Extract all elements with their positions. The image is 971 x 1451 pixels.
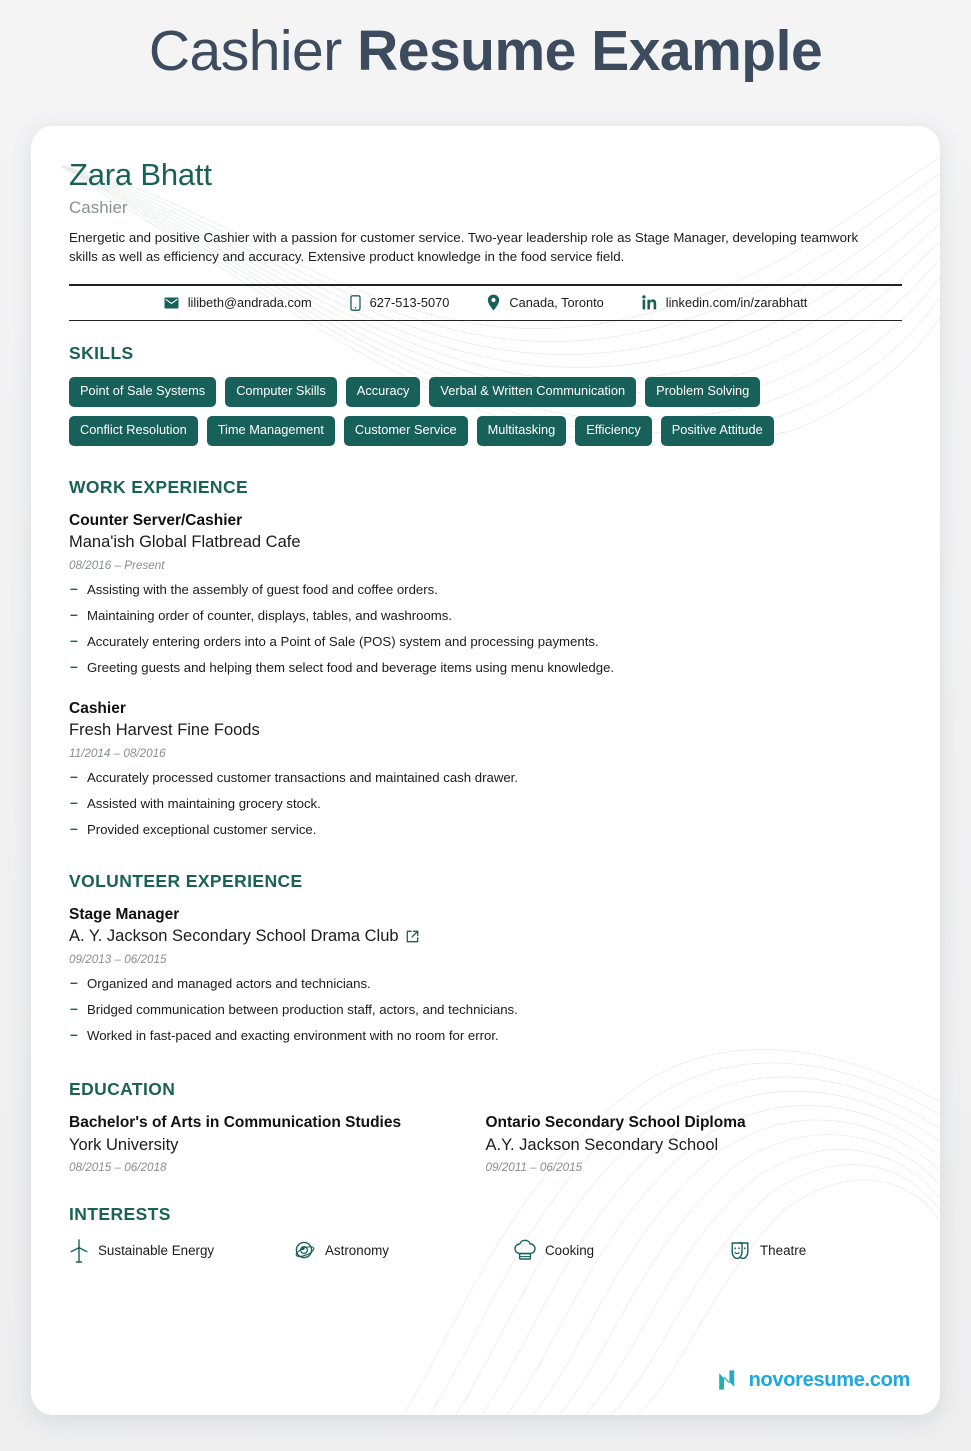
bullet-item: – Maintaining order of counter, displays, tables, and washrooms.	[69, 607, 902, 624]
contact-item-location[interactable]	[487, 294, 603, 311]
contact-item-linkedin[interactable]	[642, 295, 808, 310]
bullet-item: – Bridged communication between production staff, actors, and technicians.	[69, 1001, 902, 1018]
skill-pill: Efficiency	[575, 416, 652, 446]
education-degree: Bachelor's of Arts in Communication Studies	[69, 1113, 402, 1131]
astronomy-planet-icon	[294, 1240, 316, 1262]
work-entry-bullets	[69, 581, 902, 676]
section-heading-skills: SKILLS	[69, 343, 134, 364]
work-entry	[69, 698, 902, 838]
skill-pill: Customer Service	[344, 416, 468, 446]
novoresume-logo[interactable]	[717, 1367, 910, 1393]
bullet-item: – Greeting guests and helping them select food and beverage items using menu knowledge.	[69, 659, 902, 676]
volunteer-entry	[69, 904, 902, 1044]
skill-pill: Problem Solving	[645, 377, 760, 407]
interest-label: Sustainable Energy	[98, 1243, 215, 1259]
education-grid	[69, 1112, 902, 1174]
interests-row	[69, 1239, 902, 1263]
volunteer-entry-bullets	[69, 975, 902, 1044]
skill-pill: Verbal & Written Communication	[429, 377, 636, 407]
skill-pill: Accuracy	[346, 377, 421, 407]
work-entry-date: 11/2014 – 08/2016	[69, 746, 166, 760]
interest-label: Astronomy	[325, 1243, 389, 1259]
novoresume-n-mark-icon	[717, 1367, 743, 1393]
location-pin-icon	[487, 294, 500, 311]
interest-label: Theatre	[760, 1243, 807, 1259]
resume-content	[31, 126, 940, 1263]
page-title-light: Cashier	[148, 19, 342, 83]
education-degree: Ontario Secondary School Diploma	[485, 1113, 746, 1131]
candidate-job-title: Cashier	[69, 198, 128, 217]
education-entry	[486, 1112, 903, 1174]
section-skills	[69, 321, 902, 446]
education-school: York University	[69, 1135, 179, 1154]
external-link-icon[interactable]	[406, 930, 419, 943]
bullet-item: – Provided exceptional customer service.	[69, 821, 902, 838]
interest-label: Cooking	[545, 1243, 595, 1259]
skill-pill: Computer Skills	[225, 377, 337, 407]
interest-item-theatre	[729, 1239, 806, 1263]
novoresume-logo-text: novoresume.com	[748, 1368, 910, 1391]
volunteer-entry-role: Stage Manager	[69, 905, 180, 923]
work-entry-role: Cashier	[69, 699, 126, 717]
page-title-bold: Resume Example	[357, 19, 823, 83]
interest-item-astronomy	[294, 1239, 514, 1263]
contact-bar	[69, 286, 902, 320]
work-entry	[69, 510, 902, 676]
chef-hat-icon	[514, 1239, 536, 1262]
page-title	[0, 0, 971, 84]
skill-pill: Time Management	[207, 416, 335, 446]
section-heading-work-experience: WORK EXPERIENCE	[69, 476, 249, 497]
work-entry-organization	[69, 531, 902, 554]
education-date: 08/2015 – 06/2018	[69, 1160, 167, 1174]
volunteer-entry-date: 09/2013 – 06/2015	[69, 952, 167, 966]
skills-pill-container	[69, 377, 902, 446]
skill-pill: Point of Sale Systems	[69, 377, 216, 407]
contact-item-email[interactable]	[164, 295, 312, 310]
contact-location-value: Canada, Toronto	[509, 295, 604, 311]
skill-pill: Multitasking	[477, 416, 567, 446]
volunteer-entry-organization	[69, 925, 902, 948]
work-entry-role: Counter Server/Cashier	[69, 511, 243, 529]
section-heading-interests: INTERESTS	[69, 1203, 171, 1224]
work-entry-organization-label: Fresh Harvest Fine Foods	[69, 720, 260, 739]
candidate-name: Zara Bhatt	[69, 157, 212, 192]
skills-row	[69, 377, 902, 407]
contact-linkedin-value: linkedin.com/in/zarabhatt	[665, 295, 808, 311]
section-heading-volunteer-experience: VOLUNTEER EXPERIENCE	[69, 870, 303, 891]
section-work-experience	[69, 455, 902, 838]
wind-turbine-icon	[69, 1239, 89, 1263]
linkedin-icon	[642, 295, 657, 310]
work-entry-organization-label: Mana'ish Global Flatbread Cafe	[69, 532, 301, 551]
section-interests	[69, 1174, 902, 1263]
bullet-item: – Assisting with the assembly of guest food and coffee orders.	[69, 581, 902, 598]
contact-email-value: lilibeth@andrada.com	[187, 295, 312, 311]
resume-card	[31, 126, 940, 1415]
work-entry-date: 08/2016 – Present	[69, 558, 165, 572]
bullet-item: – Accurately processed customer transactions and maintained cash drawer.	[69, 769, 902, 786]
section-volunteer-experience	[69, 847, 902, 1044]
theatre-masks-icon	[729, 1240, 751, 1262]
candidate-summary: Energetic and positive Cashier with a passion for customer service. Two-year leadership role as Stage Manager, developing teamwork skills as well as efficiency and accuracy. Extensive product knowledge in the food service field.	[69, 230, 859, 264]
skill-pill: Positive Attitude	[661, 416, 774, 446]
email-icon	[164, 297, 179, 309]
phone-icon	[350, 295, 361, 311]
bullet-item: – Assisted with maintaining grocery stock.	[69, 795, 902, 812]
skill-pill: Conflict Resolution	[69, 416, 198, 446]
section-heading-education: EDUCATION	[69, 1078, 176, 1099]
education-school: A.Y. Jackson Secondary School	[485, 1135, 719, 1154]
bullet-item: – Worked in fast-paced and exacting environment with no room for error.	[69, 1027, 902, 1044]
interest-item-cooking	[514, 1239, 729, 1263]
bullet-item: – Accurately entering orders into a Point of Sale (POS) system and processing payments.	[69, 633, 902, 650]
interest-item-sustainable-energy	[69, 1239, 294, 1263]
work-entry-bullets	[69, 769, 902, 838]
section-education	[69, 1053, 902, 1174]
contact-phone-value: 627-513-5070	[369, 295, 450, 311]
volunteer-entry-organization-label: A. Y. Jackson Secondary School Drama Club	[69, 926, 399, 945]
contact-item-phone[interactable]	[350, 295, 450, 311]
skills-row	[69, 416, 902, 446]
work-entry-organization	[69, 719, 902, 742]
education-date: 09/2011 – 06/2015	[485, 1160, 583, 1174]
education-entry	[69, 1112, 486, 1174]
bullet-item: – Organized and managed actors and technicians.	[69, 975, 902, 992]
resume-header	[69, 156, 902, 266]
